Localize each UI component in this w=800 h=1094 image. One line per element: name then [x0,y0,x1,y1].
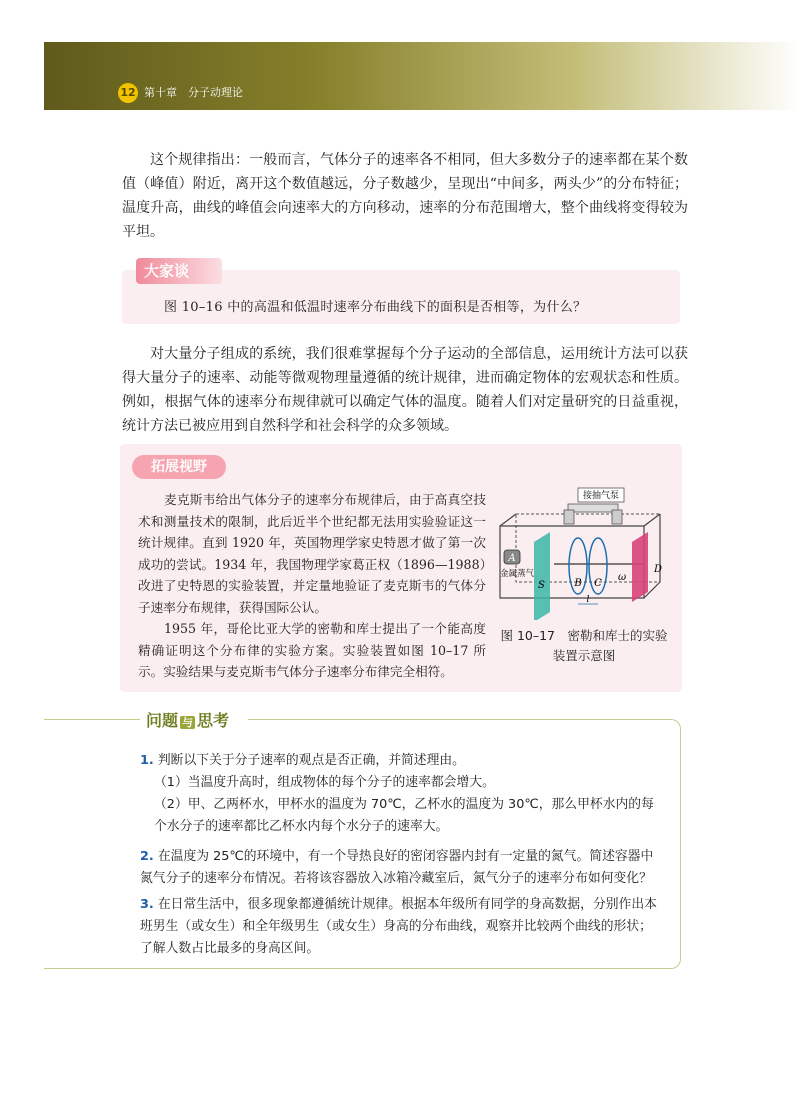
label-omega: ω [618,572,627,583]
label-s: S [538,580,545,591]
figure-caption-line-1: 图 10–17 密勒和库士的实验 [500,628,668,643]
question-number: 2. [140,849,154,864]
label-d: D [654,564,663,575]
label-b: B [574,578,582,589]
questions-title-mid: 与 [182,716,194,729]
questions-title-right: 思考 [197,711,230,730]
question-number: 1. [140,753,154,768]
paragraph-statistics: 对大量分子组成的系统，我们很难掌握每个分子运动的全部信息，运用统计方法可以获得大量分子的速率、动能等微观物理量遵循的统计规律，进而确定物体的宏观状态和性质。例如，根据气体的速率分布规律就可以确定气体的温度。随着人们对定量研究的日益重视，统计方法已被应用到自然科学和社会科学的众多领域。 [122,346,688,434]
paragraph-distribution-rule: 这个规律指出：一般而言，气体分子的速率各不相同，但大多数分子的速率都在某个数值（峰值）附近，离开这个数值越远，分子数越少，呈现出“中间多，两头少”的分布特征；温度升高，曲线的峰值会向速率大的方向移动，速率的分布范围增大，整个曲线将变得较为平坦。 [122,152,688,240]
question-sub-2: （2）甲、乙两杯水，甲杯水的温度为 70℃，乙杯水的温度为 30℃，那么甲杯水内的每个水分子的速率都比乙杯水内每个水分子的速率大。 [154,797,654,834]
extended-paragraph-1: 麦克斯韦给出气体分子的速率分布规律后，由于高真空技术和测量技术的限制，此后近半个世纪都无法用实验验证这一统计规律。直到 1920 年，英国物理学家史特恩才做了第一次成功的尝试。1934 年，我国物理学家葛正权（1896—1988）改进了史特恩的实验装置，并定量地验证了麦克斯韦的气体分子速率分布规律，获得国际公认。 [138,492,486,615]
page-number: 12 [118,83,138,103]
question-sub-1: （1）当温度升高时，组成物体的每个分子的速率都会增大。 [154,775,495,790]
extended-view-tag: 拓展视野 [132,455,226,479]
label-l: l [586,595,590,605]
detector-d [632,532,648,602]
question-number: 3. [140,897,154,912]
question-2 [140,846,664,890]
pump-label: 接抽气泵 [582,491,620,501]
figure-caption [494,626,674,666]
label-c: C [594,578,602,589]
figure-caption-line-2: 装置示意图 [552,648,616,663]
extended-paragraph-2: 1955 年，哥伦比亚大学的密勒和库士提出了一个能高度精确证明这个分布律的实验方案。实验装置如图 10–17 所示。实验结果与麦克斯韦气体分子速率分布律完全相符。 [138,621,486,679]
miller-kusch-apparatus-figure [494,486,674,620]
questions-title-left: 问题 [146,711,179,730]
question-text: 在温度为 25℃的环境中，有一个导热良好的密闭容器内封有一定量的氮气。简述容器中氮气分子的速率分布情况。若将该容器放入冰箱冷藏室后，氮气分子的速率分布如何变化？ [140,849,654,886]
discussion-tag: 大家谈 [136,258,222,284]
question-text: 判断以下关于分子速率的观点是否正确，并简述理由。 [157,753,465,768]
slit-plate-s [534,532,550,620]
chapter-title: 第十章 分子动理论 [144,86,243,99]
question-3 [140,894,664,960]
questions-title [146,708,229,731]
question-text: 在日常生活中，很多现象都遵循统计规律。根据本年级所有同学的身高数据，分别作出本班男生（或女生）和全年级男生（或女生）身高的分布曲线，观察并比较两个曲线的形状；了解人数占比最多的身高区间。 [140,897,657,956]
label-a: A [508,553,516,564]
vapor-label: 金属蒸气 [500,569,535,579]
question-1 [140,750,664,838]
discussion-question: 图 10–16 中的高温和低温时速率分布曲线下的面积是否相等，为什么？ [164,300,587,315]
